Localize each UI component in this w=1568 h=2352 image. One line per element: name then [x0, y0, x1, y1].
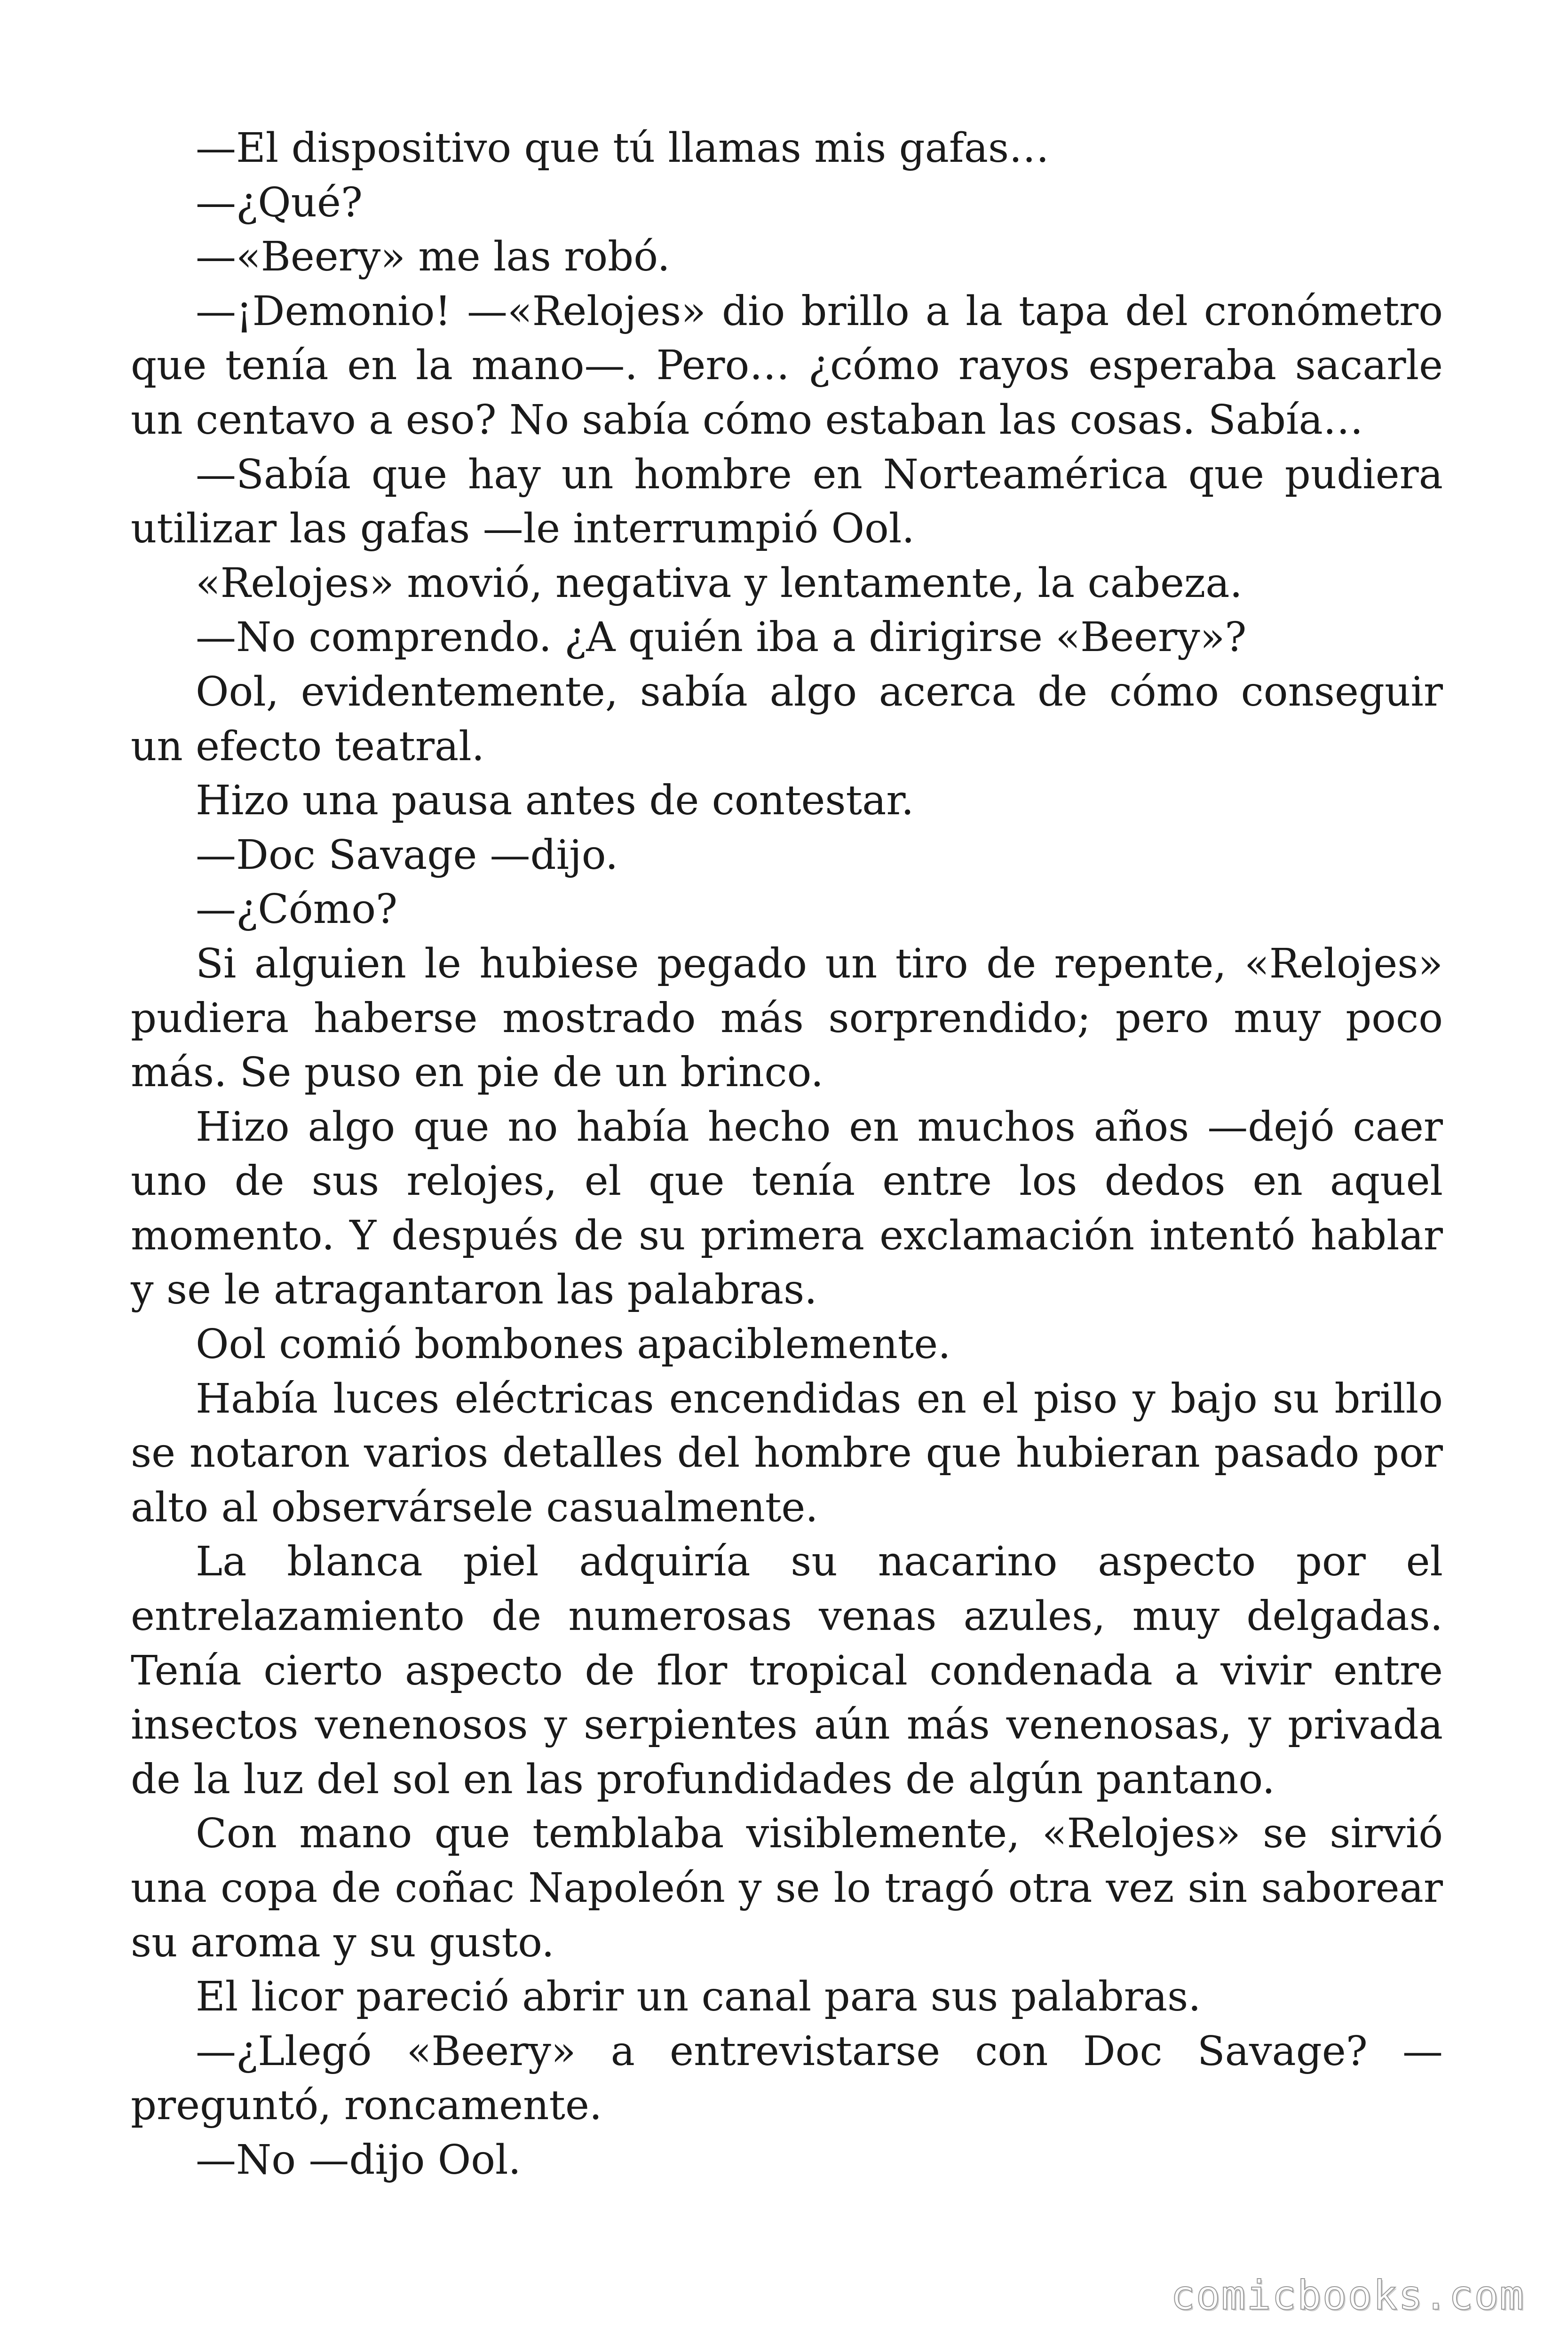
paragraph: Hizo una pausa antes de contestar.	[196, 777, 914, 825]
paragraph: —¿Llegó «Beery» a entrevistarse con Doc Savage? —preguntó, roncamente.	[131, 2027, 1443, 2130]
paragraph: «Relojes» movió, negativa y lentamente, la cabeza.	[196, 559, 1243, 607]
paragraph: —No —dijo Ool.	[196, 2136, 521, 2184]
paragraph: —«Beery» me las robó.	[196, 233, 670, 281]
paragraph: Hizo algo que no había hecho en muchos años —dejó caer uno de sus relojes, el que tenía entre los dedos en aquel momento. Y después de su primera exclamación intentó hablar y se le atragantaron las palabras.	[131, 1103, 1443, 1314]
paragraph: —¡Demonio! —«Relojes» dio brillo a la tapa del cronómetro que tenía en la mano—. Pero… ¿cómo rayos esperaba sacarle un centavo a eso? No sabía cómo estaban las cosas. Sabía…	[131, 287, 1443, 444]
paragraph: —El dispositivo que tú llamas mis gafas…	[196, 125, 1050, 172]
paragraph: Ool, evidentemente, sabía algo acerca de cómo conseguir un efecto teatral.	[131, 668, 1443, 770]
paragraph: —Sabía que hay un hombre en Norteamérica que pudiera utilizar las gafas —le interrumpió Ool.	[131, 451, 1443, 553]
paragraph: —No comprendo. ¿A quién iba a dirigirse «Beery»?	[196, 614, 1247, 661]
paragraph: —¿Cómo?	[196, 886, 398, 933]
page-body	[131, 121, 1443, 2188]
paragraph: Si alguien le hubiese pegado un tiro de repente, «Relojes» pudiera haberse mostrado más sorprendido; pero muy poco más. Se puso en pie de un brinco.	[131, 940, 1443, 1097]
watermark: comicbooks.com	[1171, 2272, 1525, 2319]
paragraph: —Doc Savage —dijo.	[196, 831, 618, 879]
paragraph: La blanca piel adquiría su nacarino aspecto por el entrelazamiento de numerosas venas azules, muy delgadas. Tenía cierto aspecto de flor tropical condenada a vivir entre insectos venenosos y serpientes aún más venenosas, y privada de la luz del sol en las profundidades de algún pantano.	[131, 1538, 1443, 1803]
paragraph: Había luces eléctricas encendidas en el piso y bajo su brillo se notaron varios detalles del hombre que hubieran pasado por alto al observársele casualmente.	[131, 1375, 1443, 1531]
paragraph: El licor pareció abrir un canal para sus palabras.	[196, 1973, 1201, 2021]
paragraph: Ool comió bombones apaciblemente.	[196, 1321, 951, 1368]
paragraph: —¿Qué?	[196, 179, 363, 226]
paragraph: Con mano que temblaba visiblemente, «Relojes» se sirvió una copa de coñac Napoleón y se lo tragó otra vez sin saborear su aroma y su gusto.	[131, 1810, 1443, 1966]
